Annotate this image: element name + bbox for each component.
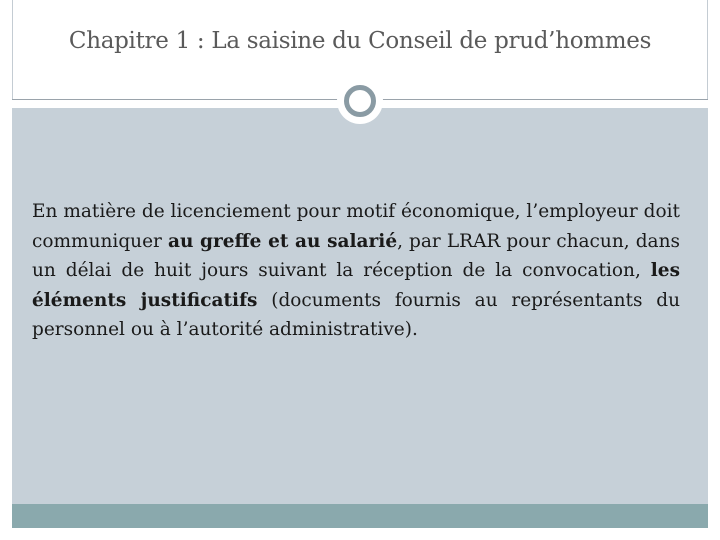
body-text-3: (documents fournis au représentants du personnel ou à l’autorité administrative).: [32, 289, 681, 340]
body-text-1: En matière de licenciement pour motif économique, l’employeur doit communiquer: [32, 201, 680, 252]
slide-title: Chapitre 1 : La saisine du Conseil de prud’hommes: [68, 28, 652, 54]
body-emphasis-2: les éléments justificatifs: [32, 260, 680, 311]
content-panel: [12, 108, 708, 504]
footer-bar: [12, 504, 708, 528]
ring-icon-stroke: [344, 85, 376, 117]
ring-icon: [337, 78, 383, 124]
body-paragraph: [32, 197, 680, 345]
body-emphasis-1: au greffe et au salarié: [167, 230, 398, 252]
body-text-2: , par LRAR pour chacun, dans un délai de huit jours suivant la réception de la convocation,: [32, 230, 680, 281]
